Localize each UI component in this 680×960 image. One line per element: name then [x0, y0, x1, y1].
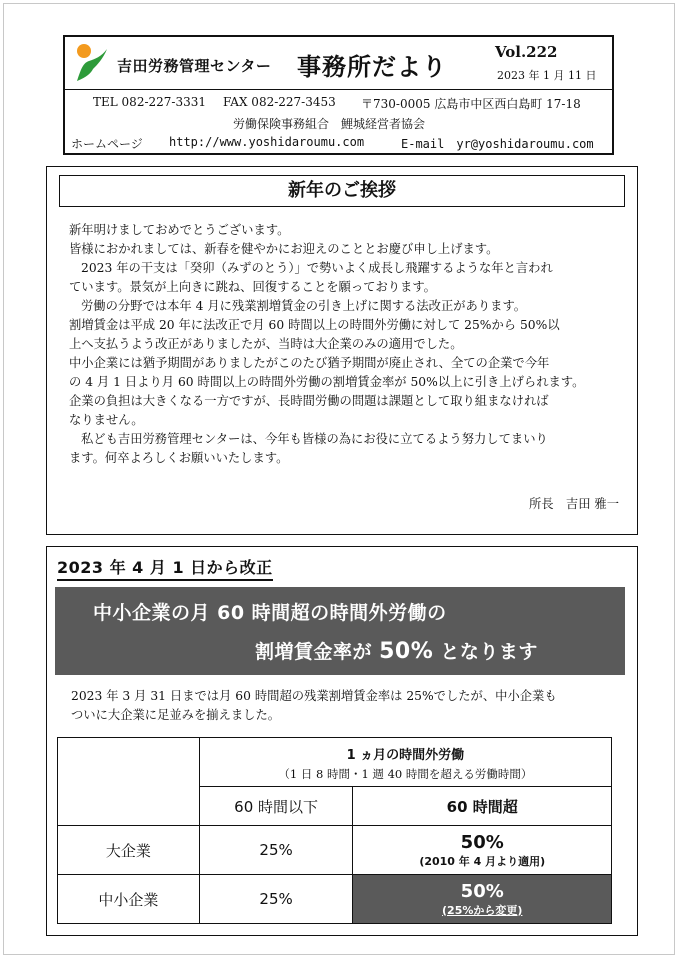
- email-address: E-mail yr@yoshidaroumu.com: [401, 137, 594, 151]
- greeting-title: 新年のご挨拶: [59, 175, 625, 207]
- col-header-over-60: 60 時間超: [353, 787, 612, 826]
- homepage-url: http://www.yoshidaroumu.com: [169, 135, 365, 149]
- table-corner-cell: [58, 738, 200, 826]
- header-title-row: [65, 37, 612, 90]
- company-logo-icon: [73, 43, 109, 83]
- tel-number: TEL 082-227-3331: [93, 95, 207, 109]
- table-header-subtitle: （1 日 8 時間・1 週 40 時間を超える労働時間）: [278, 767, 533, 781]
- homepage-label: ホームページ: [71, 137, 143, 151]
- greeting-body: [69, 221, 625, 468]
- table-row: [58, 826, 612, 875]
- sme-over-60-cell: [353, 875, 612, 924]
- revision-body-line: ついに大企業に足並みを揃えました。: [71, 708, 281, 722]
- sme-over-60-note: (25%から変更): [442, 903, 523, 917]
- greeting-line: 新年明けましておめでとうございます。: [69, 223, 290, 237]
- association-name: 労働保険事務組合 鯉城経営者協会: [233, 117, 426, 131]
- overtime-rate-table: [57, 737, 612, 924]
- large-company-under-60-rate: 25%: [199, 826, 353, 875]
- newsletter-header: [63, 35, 614, 155]
- issue-date: 2023 年 1 月 11 日: [497, 69, 597, 82]
- greeting-line: 上へ支払うよう改正がありましたが、当時は大企業のみの適用でした。: [69, 337, 463, 351]
- banner-text-a: 割増賃金率が: [255, 641, 380, 663]
- org-name: 吉田労務管理センター: [117, 57, 272, 75]
- greeting-line: 割増賃金は平成 20 年に法改正で月 60 時間以上の時間外労働に対して 25%から 50%以: [69, 318, 560, 332]
- greeting-line: 私ども吉田労務管理センターは、今年も皆様の為にお役に立てるよう努力してまいり: [81, 432, 548, 446]
- greeting-line: なりません。: [69, 413, 144, 427]
- signature: 所長 吉田 雅一: [529, 497, 619, 511]
- sme-under-60-rate: 25%: [199, 875, 353, 924]
- banner-line-1: 中小企業の月 60 時間超の時間外労働の: [93, 602, 447, 624]
- volume-number: Vol.222: [495, 43, 558, 61]
- revision-banner: [55, 587, 625, 675]
- revision-body-line: 2023 年 3 月 31 日までは月 60 時間超の残業割増賃金率は 25%でしたが、中小企業も: [71, 689, 557, 703]
- greeting-line: 企業の負担は大きくなる一方ですが、長時間労働の問題は課題として取り組まなければ: [69, 394, 549, 408]
- banner-percent: 50%: [379, 639, 434, 664]
- fax-number: FAX 082-227-3453: [223, 95, 336, 109]
- greeting-line: ます。何卒よろしくお願いいたします。: [69, 451, 289, 465]
- greeting-line: ています。景気が上向きに跳ね、回復することを願っております。: [69, 280, 436, 294]
- large-company-over-60-note: (2010 年 4 月より適用): [419, 854, 546, 868]
- address: 〒730-0005 広島市中区西白島町 17-18: [361, 97, 581, 111]
- greeting-line: 2023 年の干支は「癸卯（みずのとう）」で勢いよく成長し飛躍するような年と言われ: [81, 261, 553, 275]
- greeting-line: 中小企業には猶予期間がありましたがこのたび猶予期間が廃止され、全ての企業で今年: [69, 356, 550, 370]
- revision-section: [46, 546, 638, 936]
- banner-text-b: となります: [433, 641, 538, 663]
- revision-body: [71, 687, 619, 725]
- table-row: [58, 875, 612, 924]
- row-label-sme: 中小企業: [58, 875, 200, 924]
- table-header-cell: [199, 738, 611, 787]
- greeting-section: [46, 166, 638, 535]
- newsletter-title: 事務所だより: [297, 53, 447, 81]
- revision-heading: 2023 年 4 月 1 日から改正: [57, 555, 273, 581]
- greeting-line: 労働の分野では本年 4 月に残業割増賃金の引き上げに関する法改正があります。: [81, 299, 527, 313]
- table-header-title: 1 ヵ月の時間外労働: [346, 748, 465, 763]
- greeting-line: の 4 月 1 日より月 60 時間以上の時間外労働の割増賃金率が 50%以上に引き上げられます。: [69, 375, 585, 389]
- sme-over-60-rate: 50%: [460, 880, 504, 902]
- large-company-over-60-rate: 50%: [460, 831, 504, 853]
- banner-line-2: [255, 637, 538, 664]
- greeting-line: 皆様におかれましては、新春を健やかにお迎えのこととお慶び申し上げます。: [69, 242, 499, 256]
- row-label-large-company: 大企業: [58, 826, 200, 875]
- col-header-under-60: 60 時間以下: [199, 787, 353, 826]
- large-company-over-60-cell: [353, 826, 612, 875]
